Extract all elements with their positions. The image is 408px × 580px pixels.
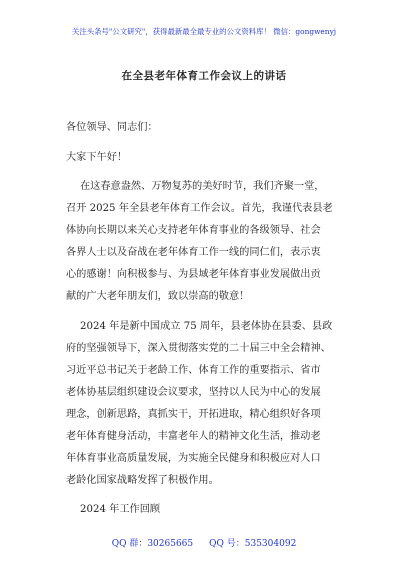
paragraph-2-line-4: 老体协基层组织建设会议要求，坚持以人民为中心的发展 [66, 387, 321, 398]
paragraph-2-line-3: 习近平总书记关于老龄工作、体育工作的重要指示、省市 [66, 365, 321, 376]
paragraph-1-line-1: 在这春意盎然、万物复苏的美好时节，我们齐聚一堂， [80, 181, 325, 192]
header-banner: 关注头条号"公文研究"，获得最新最全最专业的公文资料库！ 微信：gongwenyj [71, 27, 337, 36]
qq-number-label: QQ 号：535304092 [209, 539, 297, 549]
paragraph-2-line-2: 府的坚强领导下，深入贯彻落实党的二十届三中全会精神、 [66, 343, 331, 354]
paragraph-2-line-7: 年体育事业高质量发展，为实施全民健身和积极应对人口 [66, 453, 321, 464]
paragraph-2-line-8: 老龄化国家战略发挥了积极作用。 [66, 475, 219, 486]
paragraph-2-line-5: 理念，创新思路，真抓实干，开拓进取，精心组织好各项 [66, 409, 321, 420]
paragraph-1-line-2: 召开 2025 年全县老年体育工作会议。首先，我谨代表县老 [66, 203, 333, 214]
paragraph-2-line-1: 2024 年是新中国成立 75 周年，县老体协在县委、县政 [80, 321, 333, 332]
paragraph-1-line-4: 各界人士以及奋战在老年体育工作一线的同仁们，表示衷 [66, 247, 321, 258]
section-heading: 2024 年工作回顾 [80, 504, 161, 515]
paragraph-1-line-6: 献的广大老年朋友们，致以崇高的敬意！ [66, 291, 250, 302]
paragraph-1-line-5: 心的感谢！向积极参与、为县域老年体育事业发展做出贡 [66, 269, 321, 280]
paragraph-1-line-3: 体协向长期以来关心支持老年体育事业的各级领导、社会 [66, 225, 321, 236]
paragraph-2-line-6: 老年体育健身活动，丰富老年人的精神文化生活，推动老 [66, 431, 321, 442]
footer-contact [0, 536, 408, 549]
qq-group-label: QQ 群：30265665 [111, 539, 194, 549]
page-title: 在全县老年体育工作会议上的讲话 [121, 70, 287, 82]
salutation: 大家下午好！ [66, 152, 128, 163]
greeting: 各位领导、同志们： [66, 122, 158, 133]
